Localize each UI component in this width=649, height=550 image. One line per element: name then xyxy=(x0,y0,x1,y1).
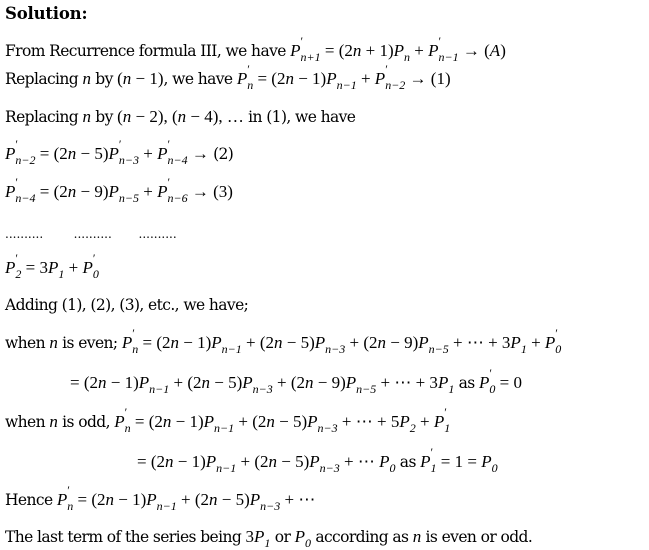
prime-subscript xyxy=(92,251,99,281)
prime-mark: ′ xyxy=(167,175,171,189)
legendre-derivative xyxy=(428,34,459,64)
prime-subscript xyxy=(118,137,139,167)
legendre-derivative xyxy=(544,326,562,356)
document-line xyxy=(70,366,522,396)
math-variable: P xyxy=(428,41,439,60)
legendre-polynomial xyxy=(481,452,498,475)
prime-subscript xyxy=(438,34,459,64)
math-text: = 1 = xyxy=(436,452,482,471)
math-variable: P xyxy=(420,452,431,471)
prime-mark: ′ xyxy=(167,137,171,151)
legendre-polynomial xyxy=(399,412,416,435)
math-variable: P xyxy=(56,490,68,509)
math-variable: n xyxy=(285,69,294,88)
math-text: + ⋯ + 5 xyxy=(337,412,400,431)
prime-mark: ′ xyxy=(15,137,19,151)
prime-subscript xyxy=(247,62,254,92)
prime-subscript xyxy=(132,326,139,356)
math-text: + xyxy=(64,258,83,277)
math-variable: n xyxy=(165,452,174,471)
legendre-polynomial xyxy=(314,333,346,356)
math-text: + ⋯ + 3 xyxy=(448,333,511,352)
prose-text: is even; xyxy=(57,334,122,352)
prime-mark: ′ xyxy=(15,175,19,189)
prime-subscript xyxy=(15,175,36,205)
subscript: n−5 xyxy=(428,342,449,356)
document-line xyxy=(5,34,506,64)
legendre-polynomial xyxy=(205,452,237,475)
math-variable: P xyxy=(307,412,318,431)
legendre-polynomial xyxy=(294,527,311,550)
math-variable: P xyxy=(205,452,217,471)
math-text: + (2 xyxy=(169,373,202,392)
math-text: 3 xyxy=(245,527,255,546)
continuation-dots: .......... .......... .......... xyxy=(5,227,177,241)
legendre-derivative xyxy=(290,34,321,64)
prose-text: , we have xyxy=(163,70,237,88)
math-text: = 3 xyxy=(21,258,48,277)
math-variable: P xyxy=(433,412,445,431)
subscript: 1 xyxy=(430,461,437,475)
math-variable: n xyxy=(49,333,58,352)
math-text: = (2 xyxy=(253,69,286,88)
legendre-polynomial xyxy=(326,69,357,92)
math-text: − 4), … xyxy=(186,107,249,126)
prose-text: or xyxy=(270,528,295,546)
math-variable: n xyxy=(201,373,210,392)
legendre-derivative xyxy=(5,137,36,167)
prose-text: when xyxy=(5,334,50,352)
prose-text: Replacing xyxy=(5,70,83,88)
math-variable: P xyxy=(249,490,261,509)
math-variable: P xyxy=(211,333,222,352)
subscript: n−2 xyxy=(385,78,406,92)
math-text: = (2 xyxy=(320,41,353,60)
prime-subscript xyxy=(167,137,188,167)
math-text: ( xyxy=(117,107,123,126)
math-text: + xyxy=(356,69,375,88)
legendre-derivative xyxy=(114,405,131,435)
math-text: ( xyxy=(117,69,123,88)
prime-subscript xyxy=(444,405,451,435)
math-variable: n xyxy=(105,490,114,509)
math-variable: P xyxy=(108,144,119,163)
math-text: − 5) xyxy=(282,333,315,352)
document-line xyxy=(5,326,562,356)
math-variable: P xyxy=(345,373,357,392)
math-text: = (2 xyxy=(138,333,171,352)
legendre-derivative xyxy=(478,366,496,396)
legendre-polynomial xyxy=(437,373,455,396)
math-text: + (2 xyxy=(272,373,305,392)
math-text: − 5) xyxy=(76,144,109,163)
math-variable: P xyxy=(374,69,386,88)
math-text: − 9) xyxy=(313,373,346,392)
math-variable: P xyxy=(544,333,556,352)
math-text: = (2 xyxy=(35,182,68,201)
math-variable: n xyxy=(377,333,386,352)
math-variable: n xyxy=(82,69,91,88)
math-text: = (2 xyxy=(35,144,68,163)
legendre-polynomial xyxy=(510,333,527,356)
subscript: n−4 xyxy=(15,191,36,205)
subscript: 1 xyxy=(448,382,455,396)
prime-subscript xyxy=(385,62,406,92)
prose-text: (2) xyxy=(213,145,234,163)
math-text: + xyxy=(139,144,158,163)
legendre-polynomial xyxy=(108,182,140,205)
prime-subscript xyxy=(15,251,22,281)
prose-text: by xyxy=(90,108,118,126)
math-text: + xyxy=(415,412,434,431)
math-variable: P xyxy=(379,452,390,471)
legendre-derivative xyxy=(236,62,254,92)
math-variable: P xyxy=(242,373,253,392)
math-variable: P xyxy=(478,373,490,392)
prime-mark: ′ xyxy=(92,251,96,265)
legendre-derivative xyxy=(121,326,139,356)
math-variable: n xyxy=(170,333,179,352)
subscript: n−6 xyxy=(167,191,188,205)
math-text: − 9) xyxy=(385,333,419,352)
subscript: n−3 xyxy=(319,461,340,475)
prime-subscript xyxy=(300,34,321,64)
legendre-polynomial xyxy=(418,333,449,356)
subscript: n−4 xyxy=(167,153,188,167)
subscript: n−1 xyxy=(221,342,242,356)
prime-mark: ′ xyxy=(300,34,304,48)
math-variable: n xyxy=(412,527,422,546)
math-variable: P xyxy=(294,527,305,546)
prose-text: in (1), we have xyxy=(248,108,356,126)
legendre-derivative xyxy=(157,137,188,167)
legendre-derivative xyxy=(108,137,140,167)
subscript: n xyxy=(404,50,411,64)
subscript: n−1 xyxy=(216,461,237,475)
math-text: + 1) xyxy=(361,41,394,60)
math-text: − 1) xyxy=(171,412,204,431)
math-variable: n xyxy=(122,69,132,88)
subscript: 1 xyxy=(520,342,527,356)
legendre-derivative xyxy=(433,405,451,435)
math-variable: P xyxy=(157,182,168,201)
document-line xyxy=(5,405,451,435)
prose-text: Hence xyxy=(5,491,57,509)
subscript: 0 xyxy=(92,267,99,281)
legendre-polynomial xyxy=(309,452,340,475)
math-variable: P xyxy=(393,41,405,60)
legendre-polynomial xyxy=(203,412,235,435)
math-variable: P xyxy=(146,490,157,509)
prose-text: Adding (1), (2), (3), etc., we have; xyxy=(5,296,249,314)
math-variable: P xyxy=(309,452,320,471)
subscript: n xyxy=(132,342,139,356)
subscript: 0 xyxy=(491,461,498,475)
prime-subscript xyxy=(124,405,131,435)
legendre-polynomial xyxy=(146,490,177,513)
math-variable: A xyxy=(489,41,501,60)
math-variable: n xyxy=(67,182,77,201)
document-line xyxy=(5,526,532,549)
math-variable: P xyxy=(203,412,215,431)
math-variable: P xyxy=(114,412,125,431)
math-text: − 5) xyxy=(277,452,310,471)
math-text: + (2 xyxy=(236,452,269,471)
subscript: n−3 xyxy=(118,153,139,167)
math-text: + ⋯ + 3 xyxy=(376,373,438,392)
solution-title xyxy=(5,3,87,25)
subscript: n xyxy=(247,78,254,92)
subscript: n+1 xyxy=(300,50,321,64)
subscript: n−5 xyxy=(118,191,139,205)
subscript: 1 xyxy=(264,536,271,550)
prose-text: as xyxy=(454,374,479,392)
prose-text: is odd, xyxy=(57,413,115,431)
legendre-derivative xyxy=(56,483,74,513)
math-variable: P xyxy=(481,452,492,471)
math-variable: P xyxy=(82,258,93,277)
math-text: → (3) xyxy=(187,182,233,201)
math-text: + xyxy=(139,182,158,201)
math-variable: P xyxy=(236,69,248,88)
math-variable: P xyxy=(5,144,16,163)
math-text: − 5) xyxy=(210,373,243,392)
math-text: = (2 xyxy=(130,412,163,431)
math-variable: n xyxy=(273,333,283,352)
math-variable: P xyxy=(138,373,150,392)
math-variable: P xyxy=(326,69,337,88)
prose-text: as xyxy=(395,453,421,471)
subscript: n−1 xyxy=(336,78,357,92)
math-variable: P xyxy=(399,412,410,431)
legendre-derivative xyxy=(82,251,99,281)
math-variable: n xyxy=(82,107,91,126)
subscript: 2 xyxy=(409,421,416,435)
subscript: 1 xyxy=(444,421,451,435)
subscript: 0 xyxy=(305,536,311,550)
math-variable: P xyxy=(418,333,429,352)
math-variable: P xyxy=(108,182,119,201)
math-variable: P xyxy=(314,333,326,352)
document-line xyxy=(5,222,177,245)
subscript: n−3 xyxy=(260,499,281,513)
prose-text: when xyxy=(5,413,50,431)
math-text: − 9) xyxy=(76,182,109,201)
math-text: + (2 xyxy=(241,333,274,352)
math-variable: P xyxy=(157,144,168,163)
prime-mark: ′ xyxy=(67,483,70,497)
math-text: = 0 xyxy=(495,373,522,392)
document-line xyxy=(5,106,355,128)
math-variable: P xyxy=(510,333,521,352)
prose-text: The last term of the series being xyxy=(5,528,246,546)
subscript: 0 xyxy=(489,382,496,396)
subscript: n−5 xyxy=(356,382,377,396)
subscript: 1 xyxy=(58,267,65,281)
document-line xyxy=(5,251,99,281)
subscript: n xyxy=(67,499,74,513)
math-variable: n xyxy=(266,412,275,431)
document-line xyxy=(5,294,248,316)
subscript: n xyxy=(124,421,131,435)
subscript: 0 xyxy=(389,461,396,475)
prime-mark: ′ xyxy=(118,137,122,151)
math-variable: n xyxy=(352,41,362,60)
legendre-polynomial xyxy=(379,452,396,475)
legendre-polynomial xyxy=(345,373,377,396)
prime-mark: ′ xyxy=(132,326,135,340)
legendre-derivative xyxy=(5,251,22,281)
math-variable: P xyxy=(5,258,16,277)
math-text: + xyxy=(526,333,545,352)
subscript: n−1 xyxy=(438,50,459,64)
math-text: − 5) xyxy=(217,490,250,509)
subscript: n−3 xyxy=(252,382,273,396)
prose-text: is even or odd. xyxy=(421,528,533,546)
math-text: + (2 xyxy=(345,333,378,352)
subscript: n−3 xyxy=(317,421,338,435)
math-text: − 2), ( xyxy=(131,107,178,126)
math-text: ) xyxy=(500,41,506,60)
math-text: → (1) xyxy=(405,69,451,88)
prime-mark: ′ xyxy=(438,34,442,48)
subscript: 2 xyxy=(15,267,22,281)
math-variable: n xyxy=(67,144,77,163)
prime-subscript xyxy=(430,445,437,475)
math-text: − 1) xyxy=(131,69,164,88)
math-variable: n xyxy=(98,373,107,392)
math-text: − 1) xyxy=(114,490,147,509)
math-variable: n xyxy=(305,373,314,392)
math-variable: P xyxy=(121,333,133,352)
prime-subscript xyxy=(167,175,188,205)
math-variable: P xyxy=(437,373,449,392)
math-text: + (2 xyxy=(176,490,209,509)
math-variable: n xyxy=(177,107,187,126)
subscript: n−1 xyxy=(156,499,177,513)
prose-text: by xyxy=(90,70,118,88)
legendre-polynomial xyxy=(307,412,338,435)
legendre-polynomial xyxy=(249,490,281,513)
math-text: + ⋯ xyxy=(280,490,316,509)
math-text: = (2 xyxy=(70,373,98,392)
math-text: + (2 xyxy=(234,412,267,431)
subscript: n−2 xyxy=(15,153,36,167)
legendre-polynomial xyxy=(393,41,411,64)
math-variable: P xyxy=(5,182,16,201)
prime-mark: ′ xyxy=(247,62,250,76)
legendre-polynomial xyxy=(47,258,65,281)
math-variable: n xyxy=(122,107,132,126)
math-text: = (2 xyxy=(137,452,165,471)
legendre-derivative xyxy=(157,175,188,205)
legendre-polynomial xyxy=(138,373,170,396)
math-variable: n xyxy=(49,412,58,431)
math-text: → ( xyxy=(458,41,490,60)
prose-text: according as xyxy=(311,528,413,546)
math-text: + xyxy=(410,41,429,60)
prime-subscript xyxy=(489,366,496,396)
legendre-polynomial xyxy=(211,333,242,356)
document-line xyxy=(5,62,451,92)
legendre-polynomial xyxy=(254,527,271,550)
math-text: − 1) xyxy=(106,373,139,392)
math-text: = (2 xyxy=(73,490,106,509)
math-text: → xyxy=(187,144,214,163)
prime-subscript xyxy=(67,483,74,513)
math-text: − 1) xyxy=(293,69,327,88)
legendre-derivative xyxy=(420,445,437,475)
prime-subscript xyxy=(15,137,36,167)
subscript: n−3 xyxy=(325,342,346,356)
math-variable: P xyxy=(254,527,265,546)
math-text: − 5) xyxy=(274,412,308,431)
document-line xyxy=(5,137,234,167)
math-text: − 1) xyxy=(173,452,206,471)
math-variable: n xyxy=(268,452,277,471)
prime-mark: ′ xyxy=(555,326,558,340)
document-line xyxy=(5,175,233,205)
math-text: − 1) xyxy=(178,333,212,352)
prime-mark: ′ xyxy=(124,405,128,419)
document-line xyxy=(137,445,498,475)
legendre-polynomial xyxy=(242,373,273,396)
prime-mark: ′ xyxy=(15,251,19,265)
document-line xyxy=(5,483,316,513)
prime-subscript xyxy=(555,326,562,356)
prime-mark: ′ xyxy=(489,366,492,380)
prime-mark: ′ xyxy=(430,445,434,459)
subscript: 0 xyxy=(555,342,562,356)
prime-mark: ′ xyxy=(444,405,447,419)
math-text: + ⋯ xyxy=(339,452,380,471)
subscript: n−1 xyxy=(149,382,170,396)
math-variable: P xyxy=(290,41,301,60)
prose-text: From Recurrence formula III, we have xyxy=(5,42,291,60)
solution-heading: Solution: xyxy=(5,4,88,23)
math-variable: n xyxy=(162,412,172,431)
prime-mark: ′ xyxy=(385,62,388,76)
prose-text: Replacing xyxy=(5,108,83,126)
legendre-derivative xyxy=(374,62,406,92)
math-variable: P xyxy=(47,258,59,277)
legendre-derivative xyxy=(5,175,36,205)
math-variable: n xyxy=(209,490,218,509)
subscript: n−1 xyxy=(214,421,235,435)
